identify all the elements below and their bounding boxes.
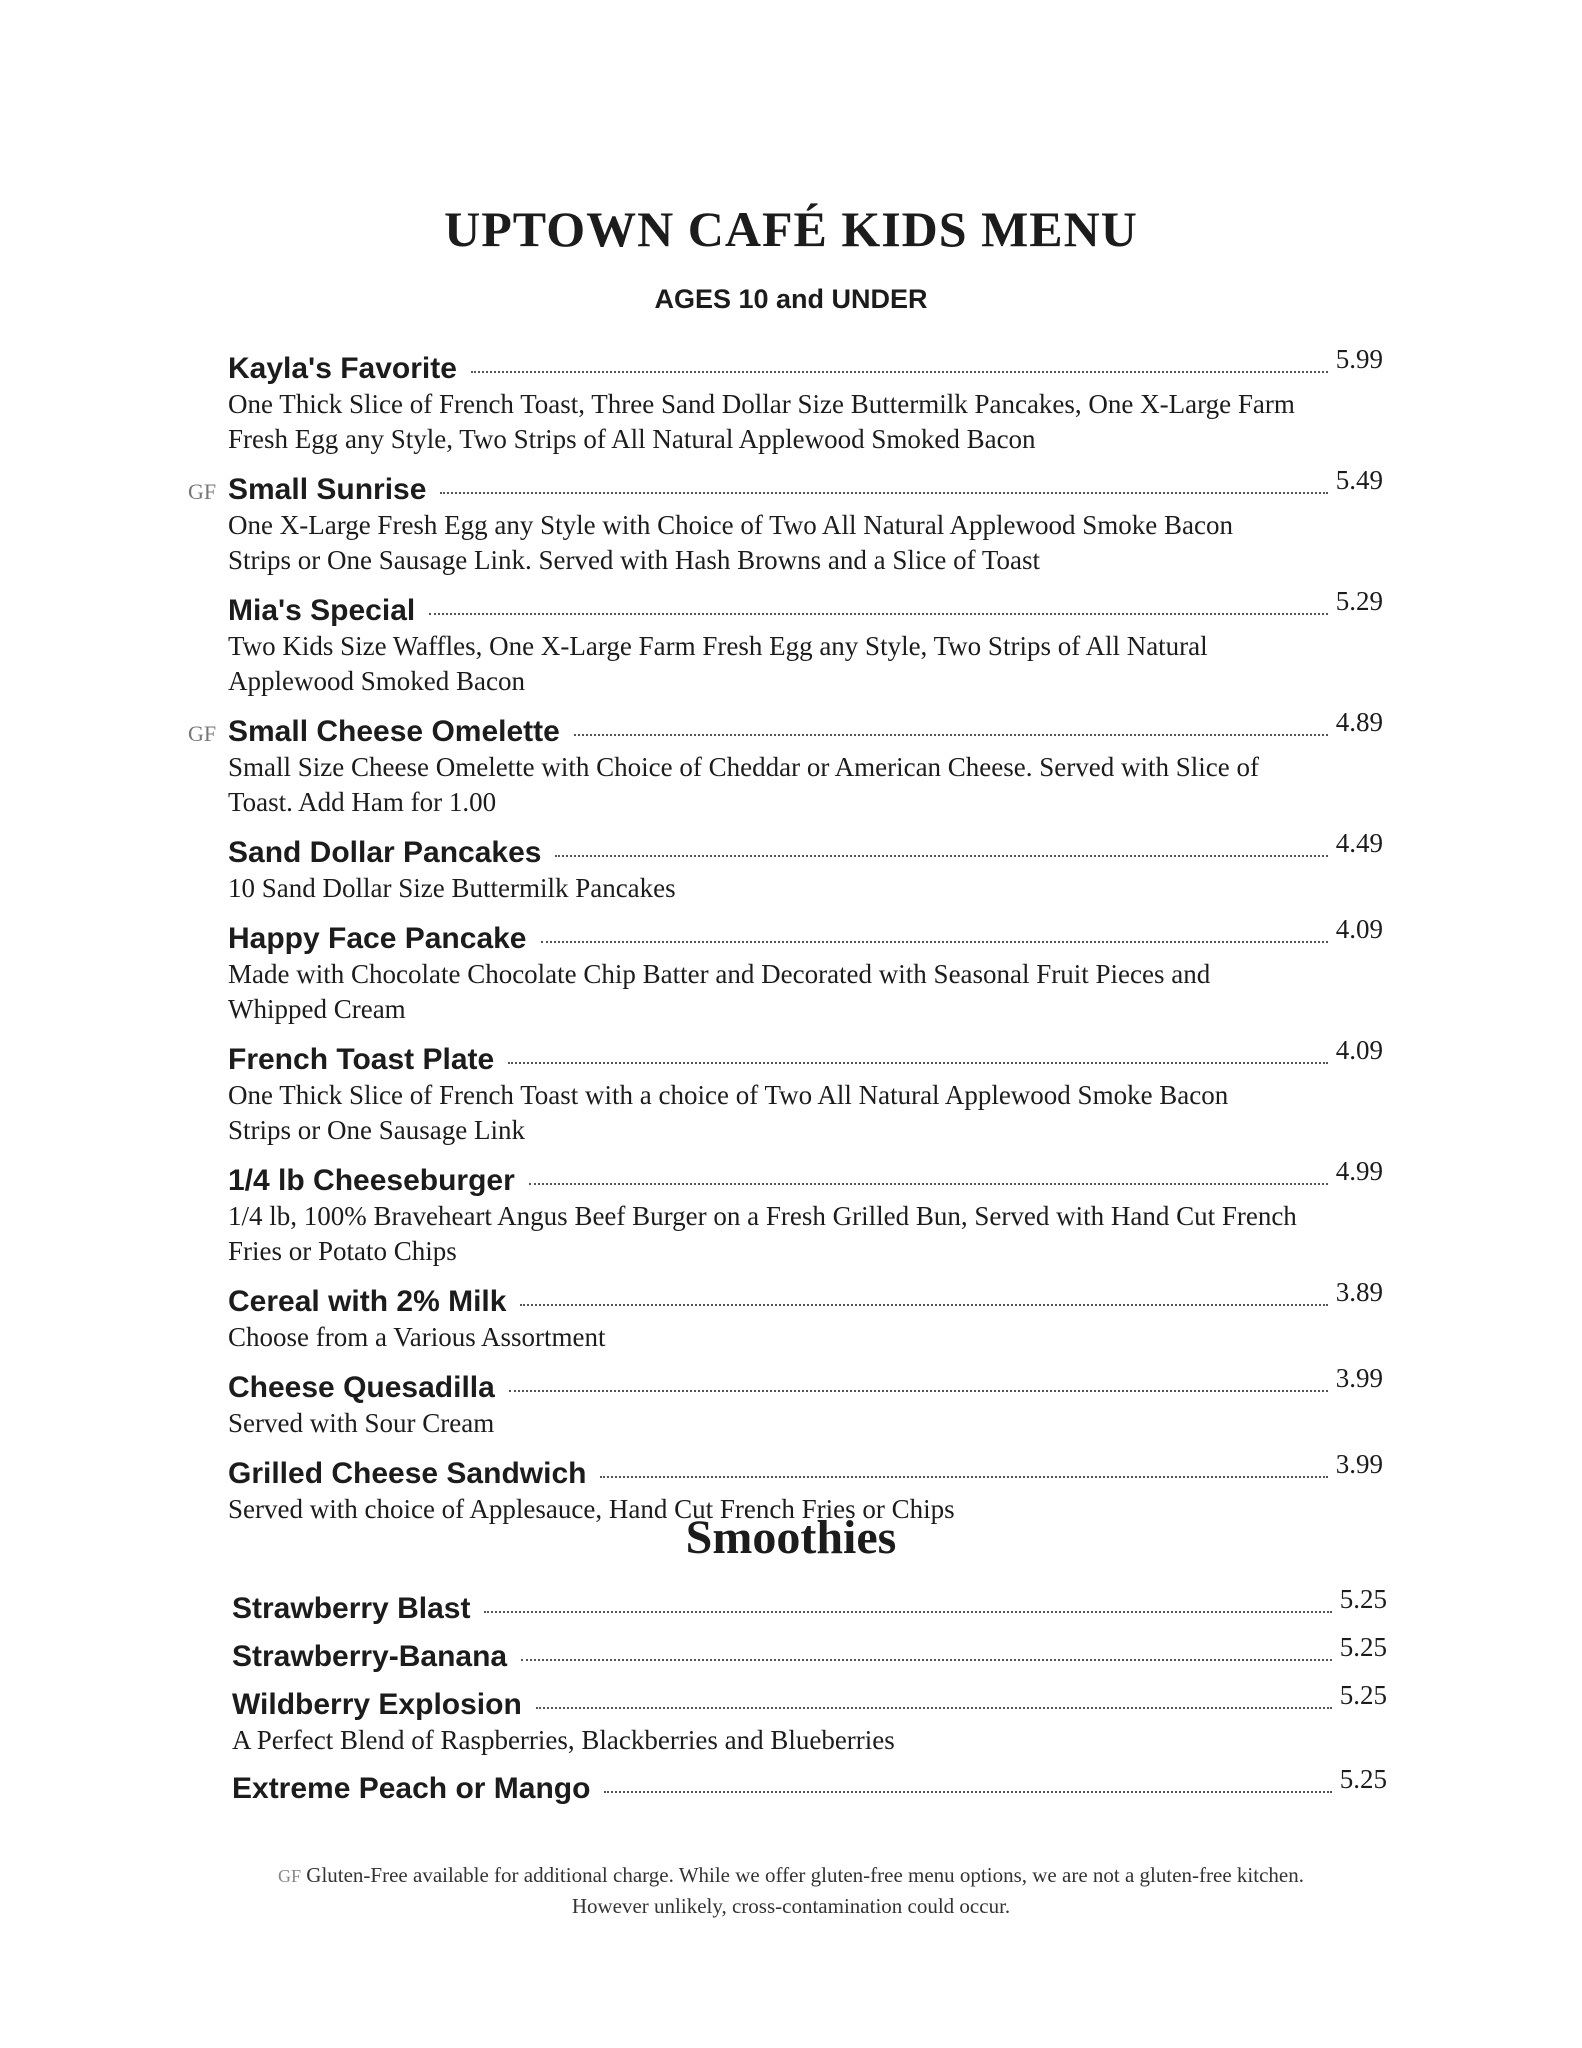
kids-menu-item — [228, 914, 1383, 1027]
item-description: 1/4 lb, 100% Braveheart Angus Beef Burger on a Fresh Grilled Bun, Served with Hand Cut French Fries or Potato Chips — [228, 1201, 1297, 1266]
item-name: Strawberry Blast — [232, 1592, 471, 1625]
smoothie-item — [232, 1584, 1387, 1626]
item-row — [228, 344, 1383, 386]
item-description: One Thick Slice of French Toast, Three Sand Dollar Size Buttermilk Pancakes, One X-Large Farm Fresh Egg any Style, Two Strips of All Natural Applewood Smoked Bacon — [228, 389, 1295, 454]
item-name: Mia's Special — [228, 594, 416, 627]
smoothies-list — [232, 1584, 1387, 1820]
dot-leader — [520, 1304, 1327, 1306]
item-name: Grilled Cheese Sandwich — [228, 1457, 587, 1490]
item-name: Wildberry Explosion — [232, 1688, 522, 1721]
kids-menu-item — [228, 1035, 1383, 1148]
age-subtitle: AGES 10 and UNDER — [654, 284, 928, 314]
dot-leader — [484, 1611, 1331, 1613]
dot-leader — [600, 1476, 1327, 1478]
item-row — [228, 1035, 1383, 1077]
item-row — [228, 828, 1383, 870]
item-name: Happy Face Pancake — [228, 922, 527, 955]
item-name: 1/4 lb Cheeseburger — [228, 1164, 515, 1197]
item-row — [228, 1277, 1383, 1319]
kids-menu-item — [228, 344, 1383, 457]
dot-leader — [521, 1659, 1332, 1661]
item-row — [228, 1449, 1383, 1491]
item-price: 5.25 — [1339, 1632, 1387, 1662]
kids-menu-item — [228, 1363, 1383, 1441]
item-row — [188, 465, 1383, 507]
item-price: 5.29 — [1335, 586, 1383, 616]
kids-menu-item — [188, 465, 1383, 578]
item-description: 10 Sand Dollar Size Buttermilk Pancakes — [228, 873, 676, 903]
item-description: Small Size Cheese Omelette with Choice of Cheddar or American Cheese. Served with Slice of Toast. Add Ham for 1.00 — [228, 752, 1259, 817]
dot-leader — [440, 492, 1327, 494]
gf-mark: GF — [278, 1866, 302, 1886]
kids-menu-item — [228, 1277, 1383, 1355]
dot-leader — [574, 734, 1328, 736]
item-row — [228, 1156, 1383, 1198]
item-row — [232, 1584, 1387, 1626]
item-row — [228, 586, 1383, 628]
kids-menu-item — [188, 707, 1383, 820]
item-price: 5.25 — [1339, 1680, 1387, 1710]
item-price: 5.25 — [1339, 1584, 1387, 1614]
gluten-free-mark: GF — [188, 721, 217, 746]
smoothie-item — [232, 1764, 1387, 1806]
dot-leader — [508, 1062, 1328, 1064]
item-price: 4.09 — [1335, 1035, 1383, 1065]
item-description: Served with choice of Applesauce, Hand Cut French Fries or Chips — [228, 1494, 955, 1524]
gluten-free-mark: GF — [188, 479, 217, 504]
item-price: 4.89 — [1335, 707, 1383, 737]
item-description: Two Kids Size Waffles, One X-Large Farm Fresh Egg any Style, Two Strips of All Natural Applewood Smoked Bacon — [228, 631, 1208, 696]
kids-menu-item — [228, 1156, 1383, 1269]
dot-leader — [429, 613, 1328, 615]
smoothie-item — [232, 1632, 1387, 1674]
item-price: 3.99 — [1335, 1449, 1383, 1479]
dot-leader — [471, 371, 1328, 373]
page-title: UPTOWN CAFÉ KIDS MENU — [444, 201, 1138, 257]
dot-leader — [509, 1390, 1328, 1392]
item-row — [232, 1680, 1387, 1722]
smoothies-heading: Smoothies — [685, 1511, 897, 1564]
gluten-free-footnote — [0, 1860, 1582, 1921]
kids-menu-item — [228, 586, 1383, 699]
item-row — [232, 1632, 1387, 1674]
dot-leader — [555, 855, 1327, 857]
item-name: Small Sunrise — [228, 473, 427, 506]
item-price: 5.99 — [1335, 344, 1383, 374]
item-price: 4.09 — [1335, 914, 1383, 944]
item-name: Cereal with 2% Milk — [228, 1285, 507, 1318]
kids-menu-list — [188, 344, 1383, 1543]
item-description: Choose from a Various Assortment — [228, 1322, 606, 1352]
item-description: Served with Sour Cream — [228, 1408, 495, 1438]
item-name: French Toast Plate — [228, 1043, 495, 1076]
item-price: 3.99 — [1335, 1363, 1383, 1393]
item-price: 4.99 — [1335, 1156, 1383, 1186]
smoothie-item — [232, 1680, 1387, 1758]
footnote-line-1: Gluten-Free available for additional charge. While we offer gluten-free menu options, we are not a gluten-free kitchen. — [306, 1863, 1304, 1887]
dot-leader — [529, 1183, 1328, 1185]
item-price: 5.25 — [1339, 1764, 1387, 1794]
item-name: Cheese Quesadilla — [228, 1371, 495, 1404]
item-description: Made with Chocolate Chocolate Chip Batter and Decorated with Seasonal Fruit Pieces and Whipped Cream — [228, 959, 1211, 1024]
item-price: 4.49 — [1335, 828, 1383, 858]
item-row — [228, 914, 1383, 956]
item-name: Extreme Peach or Mango — [232, 1772, 591, 1805]
item-price: 3.89 — [1335, 1277, 1383, 1307]
item-name: Small Cheese Omelette — [228, 715, 560, 748]
dot-leader — [536, 1707, 1332, 1709]
item-description: A Perfect Blend of Raspberries, Blackberries and Blueberries — [232, 1725, 895, 1755]
item-row — [188, 707, 1383, 749]
item-name: Kayla's Favorite — [228, 352, 457, 385]
item-price: 5.49 — [1335, 465, 1383, 495]
item-description: One Thick Slice of French Toast with a choice of Two All Natural Applewood Smoke Bacon Strips or One Sausage Link — [228, 1080, 1229, 1145]
kids-menu-item — [228, 828, 1383, 906]
footnote-line-2: However unlikely, cross-contamination could occur. — [571, 1894, 1011, 1918]
dot-leader — [604, 1791, 1331, 1793]
dot-leader — [541, 941, 1328, 943]
item-name: Strawberry-Banana — [232, 1640, 508, 1673]
item-name: Sand Dollar Pancakes — [228, 836, 542, 869]
item-row — [228, 1363, 1383, 1405]
item-row — [232, 1764, 1387, 1806]
item-description: One X-Large Fresh Egg any Style with Choice of Two All Natural Applewood Smoke Bacon Strips or One Sausage Link. Served with Hash Browns and a Slice of Toast — [228, 510, 1233, 575]
